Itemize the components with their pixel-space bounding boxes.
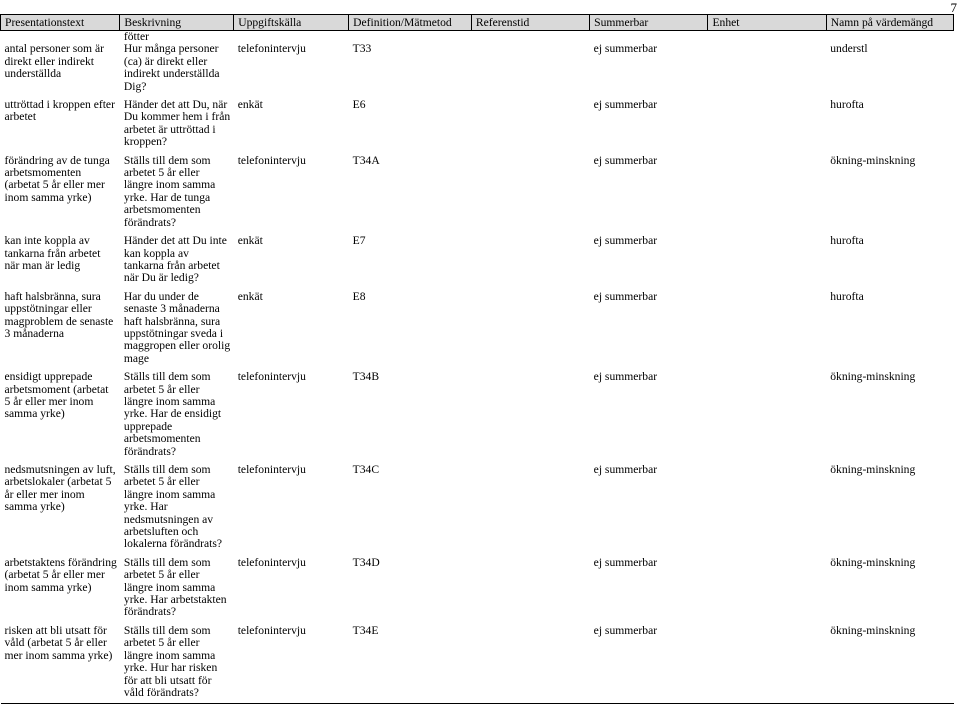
column-header: Namn på värdemängd: [826, 15, 953, 31]
table-row: [1, 557, 954, 625]
cell-presentation: haft halsbränna, sura uppstötningar eller magproblem de senaste 3 månaderna: [4, 290, 114, 340]
cell-definition: T34B: [352, 371, 380, 384]
cell-definition: E7: [352, 235, 366, 248]
cell-value-set: ökning-minskning: [830, 154, 916, 167]
column-header: Definition/Mätmetod: [349, 15, 472, 31]
table-row: [1, 291, 954, 371]
cell-presentation: antal personer som är direkt eller indirekt underställda: [4, 43, 104, 81]
cell-reference: [471, 155, 589, 235]
cell-reference: [471, 557, 589, 625]
cell-unit: [708, 464, 826, 557]
table-row: [1, 625, 954, 704]
cell-source: telefonintervju: [237, 371, 306, 384]
cell-unit: [708, 557, 826, 625]
cell-unit: [708, 625, 826, 704]
cell-summable: ej summerbar: [593, 290, 658, 303]
cell-unit: [708, 99, 826, 155]
cell-unit: [708, 291, 826, 371]
cell-value-set: ökning-minskning: [830, 556, 916, 569]
cell-value-set: understl: [830, 43, 868, 56]
cell-reference: [471, 291, 589, 371]
cell-presentation: uttröttad i kroppen efter arbetet: [4, 99, 115, 124]
cell-summable: ej summerbar: [593, 464, 658, 476]
cell-reference: [471, 235, 589, 291]
cell-unit: [708, 155, 826, 235]
cell-summable: ej summerbar: [593, 154, 658, 167]
cell-value-set: ökning-minskning: [830, 624, 916, 637]
cell-reference: [471, 464, 589, 557]
cell-presentation: kan inte koppla av tankarna från arbetet när man är ledig: [4, 235, 101, 272]
cell-reference: [471, 625, 589, 704]
cell-reference: [471, 99, 589, 155]
cell-source: telefonintervju: [237, 464, 306, 476]
cell-unit: [708, 43, 826, 99]
column-header: Referenstid: [471, 15, 589, 31]
table-row: [1, 43, 954, 99]
column-header: Beskrivning: [120, 15, 234, 31]
cell-summable: ej summerbar: [593, 43, 658, 56]
cell-summable: ej summerbar: [593, 235, 658, 248]
cell-presentation: risken att bli utsatt för våld (arbetat 5 år eller mer inom samma yrke): [4, 624, 113, 662]
cell-source: telefonintervju: [237, 43, 306, 56]
cell-description: Ställs till dem som arbetet 5 år eller längre inom samma yrke. Hur har risken för att bli utsatt för våld förändrats?: [123, 624, 218, 699]
variable-table: [0, 14, 954, 704]
cell-definition: T34C: [352, 464, 380, 476]
cell-presentation: förändring av de tunga arbetsmomenten (arbetat 5 år eller mer inom samma yrke): [4, 154, 110, 204]
page-number: 7: [950, 0, 957, 15]
continued-description: fötter: [123, 30, 149, 43]
cell-summable: ej summerbar: [593, 556, 658, 569]
cell-presentation: arbetstaktens förändring (arbetat 5 år eller mer inom samma yrke): [4, 556, 117, 594]
cell-reference: [471, 371, 589, 464]
cell-reference: [471, 43, 589, 99]
column-header: Enhet: [708, 15, 826, 31]
column-header: Summerbar: [590, 15, 708, 31]
cell-description: Ställs till dem som arbetet 5 år eller längre inom samma yrke. Har arbetstakten förändrats?: [123, 556, 227, 619]
column-header: Uppgiftskälla: [234, 15, 349, 31]
table-row: [1, 371, 954, 464]
cell-source: enkät: [237, 290, 263, 303]
table-header-row: [1, 15, 954, 31]
cell-value-set: hurofta: [830, 290, 864, 303]
cell-value-set: hurofta: [830, 235, 864, 248]
continuation-row: [1, 31, 954, 44]
cell-value-set: hurofta: [830, 99, 864, 112]
cell-source: enkät: [237, 235, 263, 248]
cell-unit: [708, 235, 826, 291]
cell-summable: ej summerbar: [593, 371, 658, 384]
cell-presentation: ensidigt upprepade arbetsmoment (arbetat 5 år eller mer inom samma yrke): [4, 371, 109, 421]
table-row: [1, 155, 954, 235]
cell-value-set: ökning-minskning: [830, 371, 916, 384]
cell-source: enkät: [237, 99, 263, 112]
cell-description: Har du under de senaste 3 månaderna haft halsbränna, sura uppstötningar sveda i maggropen eller orolig mage: [123, 290, 231, 365]
column-header: Presentationstext: [1, 15, 120, 31]
cell-description: Händer det att Du, när Du kommer hem i från arbetet är uttröttad i kroppen?: [123, 99, 231, 149]
cell-definition: T34D: [352, 556, 380, 569]
table-row: [1, 464, 954, 557]
cell-presentation: [1, 31, 120, 44]
cell-source: telefonintervju: [237, 556, 306, 569]
cell-description: Hur många personer (ca) är direkt eller indirekt underställda Dig?: [123, 43, 220, 93]
cell-definition: T34E: [352, 624, 379, 637]
table-row: [1, 99, 954, 155]
cell-definition: E8: [352, 290, 366, 303]
cell-description: Ställs till dem som arbetet 5 år eller längre inom samma yrke. Har nedsmutsningen av arbetsluften och lokalerna förändrats?: [123, 464, 223, 551]
cell-unit: [708, 371, 826, 464]
cell-source: telefonintervju: [237, 154, 306, 167]
cell-description: Händer det att Du inte kan koppla av tankarna från arbetet när Du är ledig?: [123, 235, 227, 285]
cell-summable: ej summerbar: [593, 624, 658, 637]
cell-definition: T33: [352, 43, 372, 56]
cell-source: telefonintervju: [237, 624, 306, 637]
cell-presentation: nedsmutsningen av luft, arbetslokaler (arbetat 5 år eller mer inom samma yrke): [4, 464, 116, 514]
table-row: [1, 235, 954, 291]
cell-description: Ställs till dem som arbetet 5 år eller längre inom samma yrke. Har de tunga arbetsmomenten förändrats?: [123, 154, 216, 229]
cell-summable: ej summerbar: [593, 99, 658, 112]
cell-definition: E6: [352, 99, 366, 112]
cell-description: Ställs till dem som arbetet 5 år eller längre inom samma yrke. Har de ensidigt upprepade arbetsmomenten förändrats?: [123, 371, 222, 458]
cell-value-set: ökning-minskning: [830, 464, 916, 476]
cell-definition: T34A: [352, 154, 380, 167]
